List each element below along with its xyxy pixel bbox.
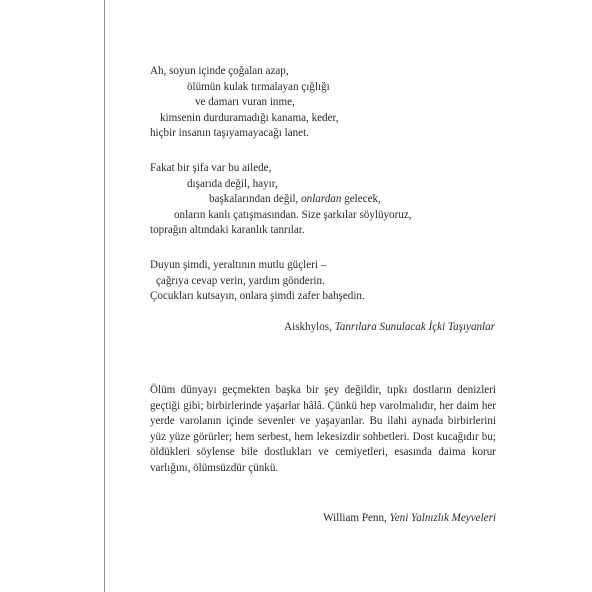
epigraph-poem [150,64,495,335]
poem-line: Duyun şimdi, yeraltının mutlu güçleri – [150,258,327,271]
attribution-author: Aiskhylos, [284,320,335,333]
poem-attribution [150,320,495,336]
poem-stanza-3 [150,258,495,305]
prose-attribution [150,511,496,527]
page-edge-line [104,0,105,592]
poem-line: Fakat bir şifa var bu ailede, [150,161,272,174]
poem-line: hiçbir insanın taşıyamayacağı lanet. [150,127,309,140]
poem-line: kimsenin durduramadığı kanama, keder, [160,111,339,124]
poem-line-part: gelecek, [341,193,381,206]
poem-line: onların kanlı çatışmasından. Size şarkılar söylüyoruz, [174,208,412,221]
poem-line [150,192,495,208]
poem-line-part: başkalarından değil, [209,193,302,206]
poem-stanza-1 [150,64,495,142]
poem-line: toprağın altındaki karanlık tanrılar. [150,224,305,237]
poem-stanza-2 [150,161,495,239]
poem-line: dışarıda değil, hayır, [187,177,278,190]
attribution-work: Yeni Yalnızlık Meyveleri [389,512,496,524]
epigraph-prose: Ölüm dünyayı geçmekten başka bir şey değildir, tıpkı dostların denizleri geçtiği gibi; birbirlerinde yaşarlar hâlâ. Çünkü hep varolmalıdır, her daim her yerde varolanın içinde sevenler ve yaşayanlar. Bu ilahi aynada birbirlerini yüz yüze görürler; hem serbest, hem lekesizdir sohbetleri. Dost kucağıdır bu; öldükleri söylense bile dostlukları ve cemiyetleri, esasında daima korur varlığını, ölümsüzdür çünkü. [150,384,496,474]
poem-line: çağrıya cevap verin, yardım gönderin. [156,274,325,287]
attribution-author: William Penn, [323,512,390,524]
poem-line-emphasis: onlardan [301,193,342,206]
poem-line: ve damarı vuran inme, [195,96,295,109]
poem-line: Ah, soyun içinde çoğalan azap, [150,65,289,77]
poem-line: ölümün kulak tırmalayan çığlığı [187,80,330,93]
poem-line: Çocukları kutsayın, onlara şimdi zafer bahşedin. [150,290,365,303]
attribution-work: Tanrılara Sunulacak İçki Taşıyanlar [334,320,495,333]
